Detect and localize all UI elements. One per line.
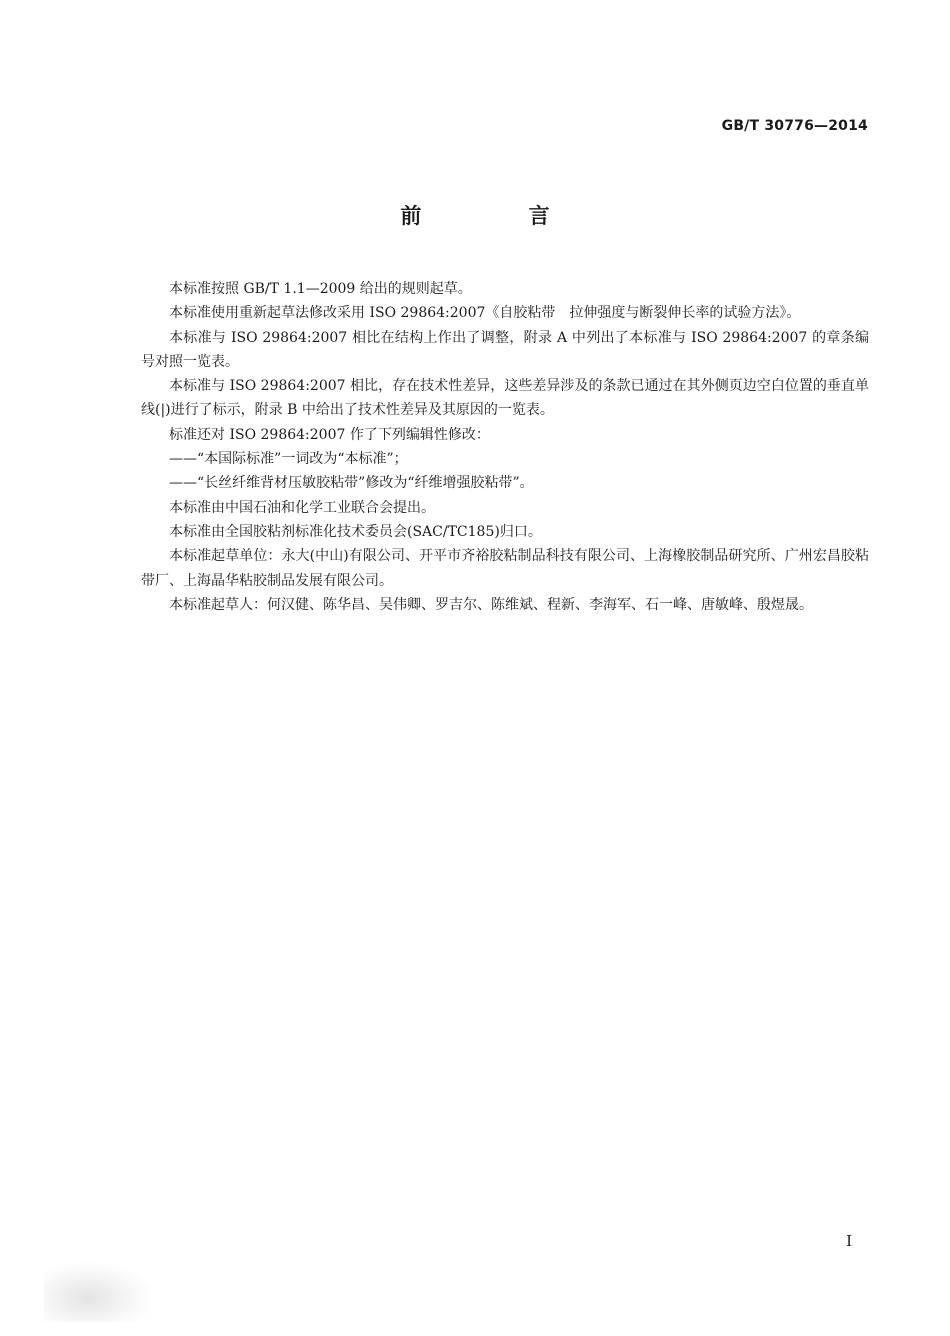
paragraph-drafting-units: 本标准起草单位：永大(中山)有限公司、开平市齐裕胶粘制品科技有限公司、上海橡胶制品研究所、广州宏昌胶粘带厂、上海晶华粘胶制品发展有限公司。 [141,548,869,589]
foreword-body [141,277,869,617]
paragraph-proposer: 本标准由中国石油和化学工业联合会提出。 [169,499,435,516]
page-number: I [846,1232,852,1250]
paragraph-drafting-rules: 本标准按照 GB/T 1.1—2009 给出的规则起草。 [169,281,472,297]
list-item-editorial-1: ——“本国际标准”一词改为“本标准”； [169,451,408,468]
standard-number: GB/T 30776—2014 [721,118,868,134]
paragraph-editorial-intro: 标准还对 ISO 29864:2007 作了下列编辑性修改： [169,426,490,443]
paragraph-drafters: 本标准起草人：何汉健、陈华昌、吴伟卿、罗吉尔、陈维斌、程新、李海军、石一峰、唐敏峰、殷煜晟。 [169,596,813,613]
page-title: 前 言 [400,204,600,228]
paragraph-adoption: 本标准使用重新起草法修改采用 ISO 29864:2007《自胶粘带 拉伸强度与断裂伸长率的试验方法》。 [169,305,801,322]
list-item-editorial-2: ——“长丝纤维背材压敏胶粘带”修改为“纤维增强胶粘带”。 [169,475,534,492]
paragraph-committee: 本标准由全国胶粘剂标准化技术委员会(SAC/TC185)归口。 [169,523,542,540]
paragraph-structure: 本标准与 ISO 29864:2007 相比在结构上作出了调整，附录 A 中列出了本标准与 ISO 29864:2007 的章条编号对照一览表。 [141,329,869,370]
paragraph-technical-differences: 本标准与 ISO 29864:2007 相比，存在技术性差异，这些差异涉及的条款已通过在其外侧页边空白位置的垂直单线(|)进行了标示，附录 B 中给出了技术性差异及其原因的一览表。 [141,378,869,419]
scan-smudge [44,1262,154,1322]
